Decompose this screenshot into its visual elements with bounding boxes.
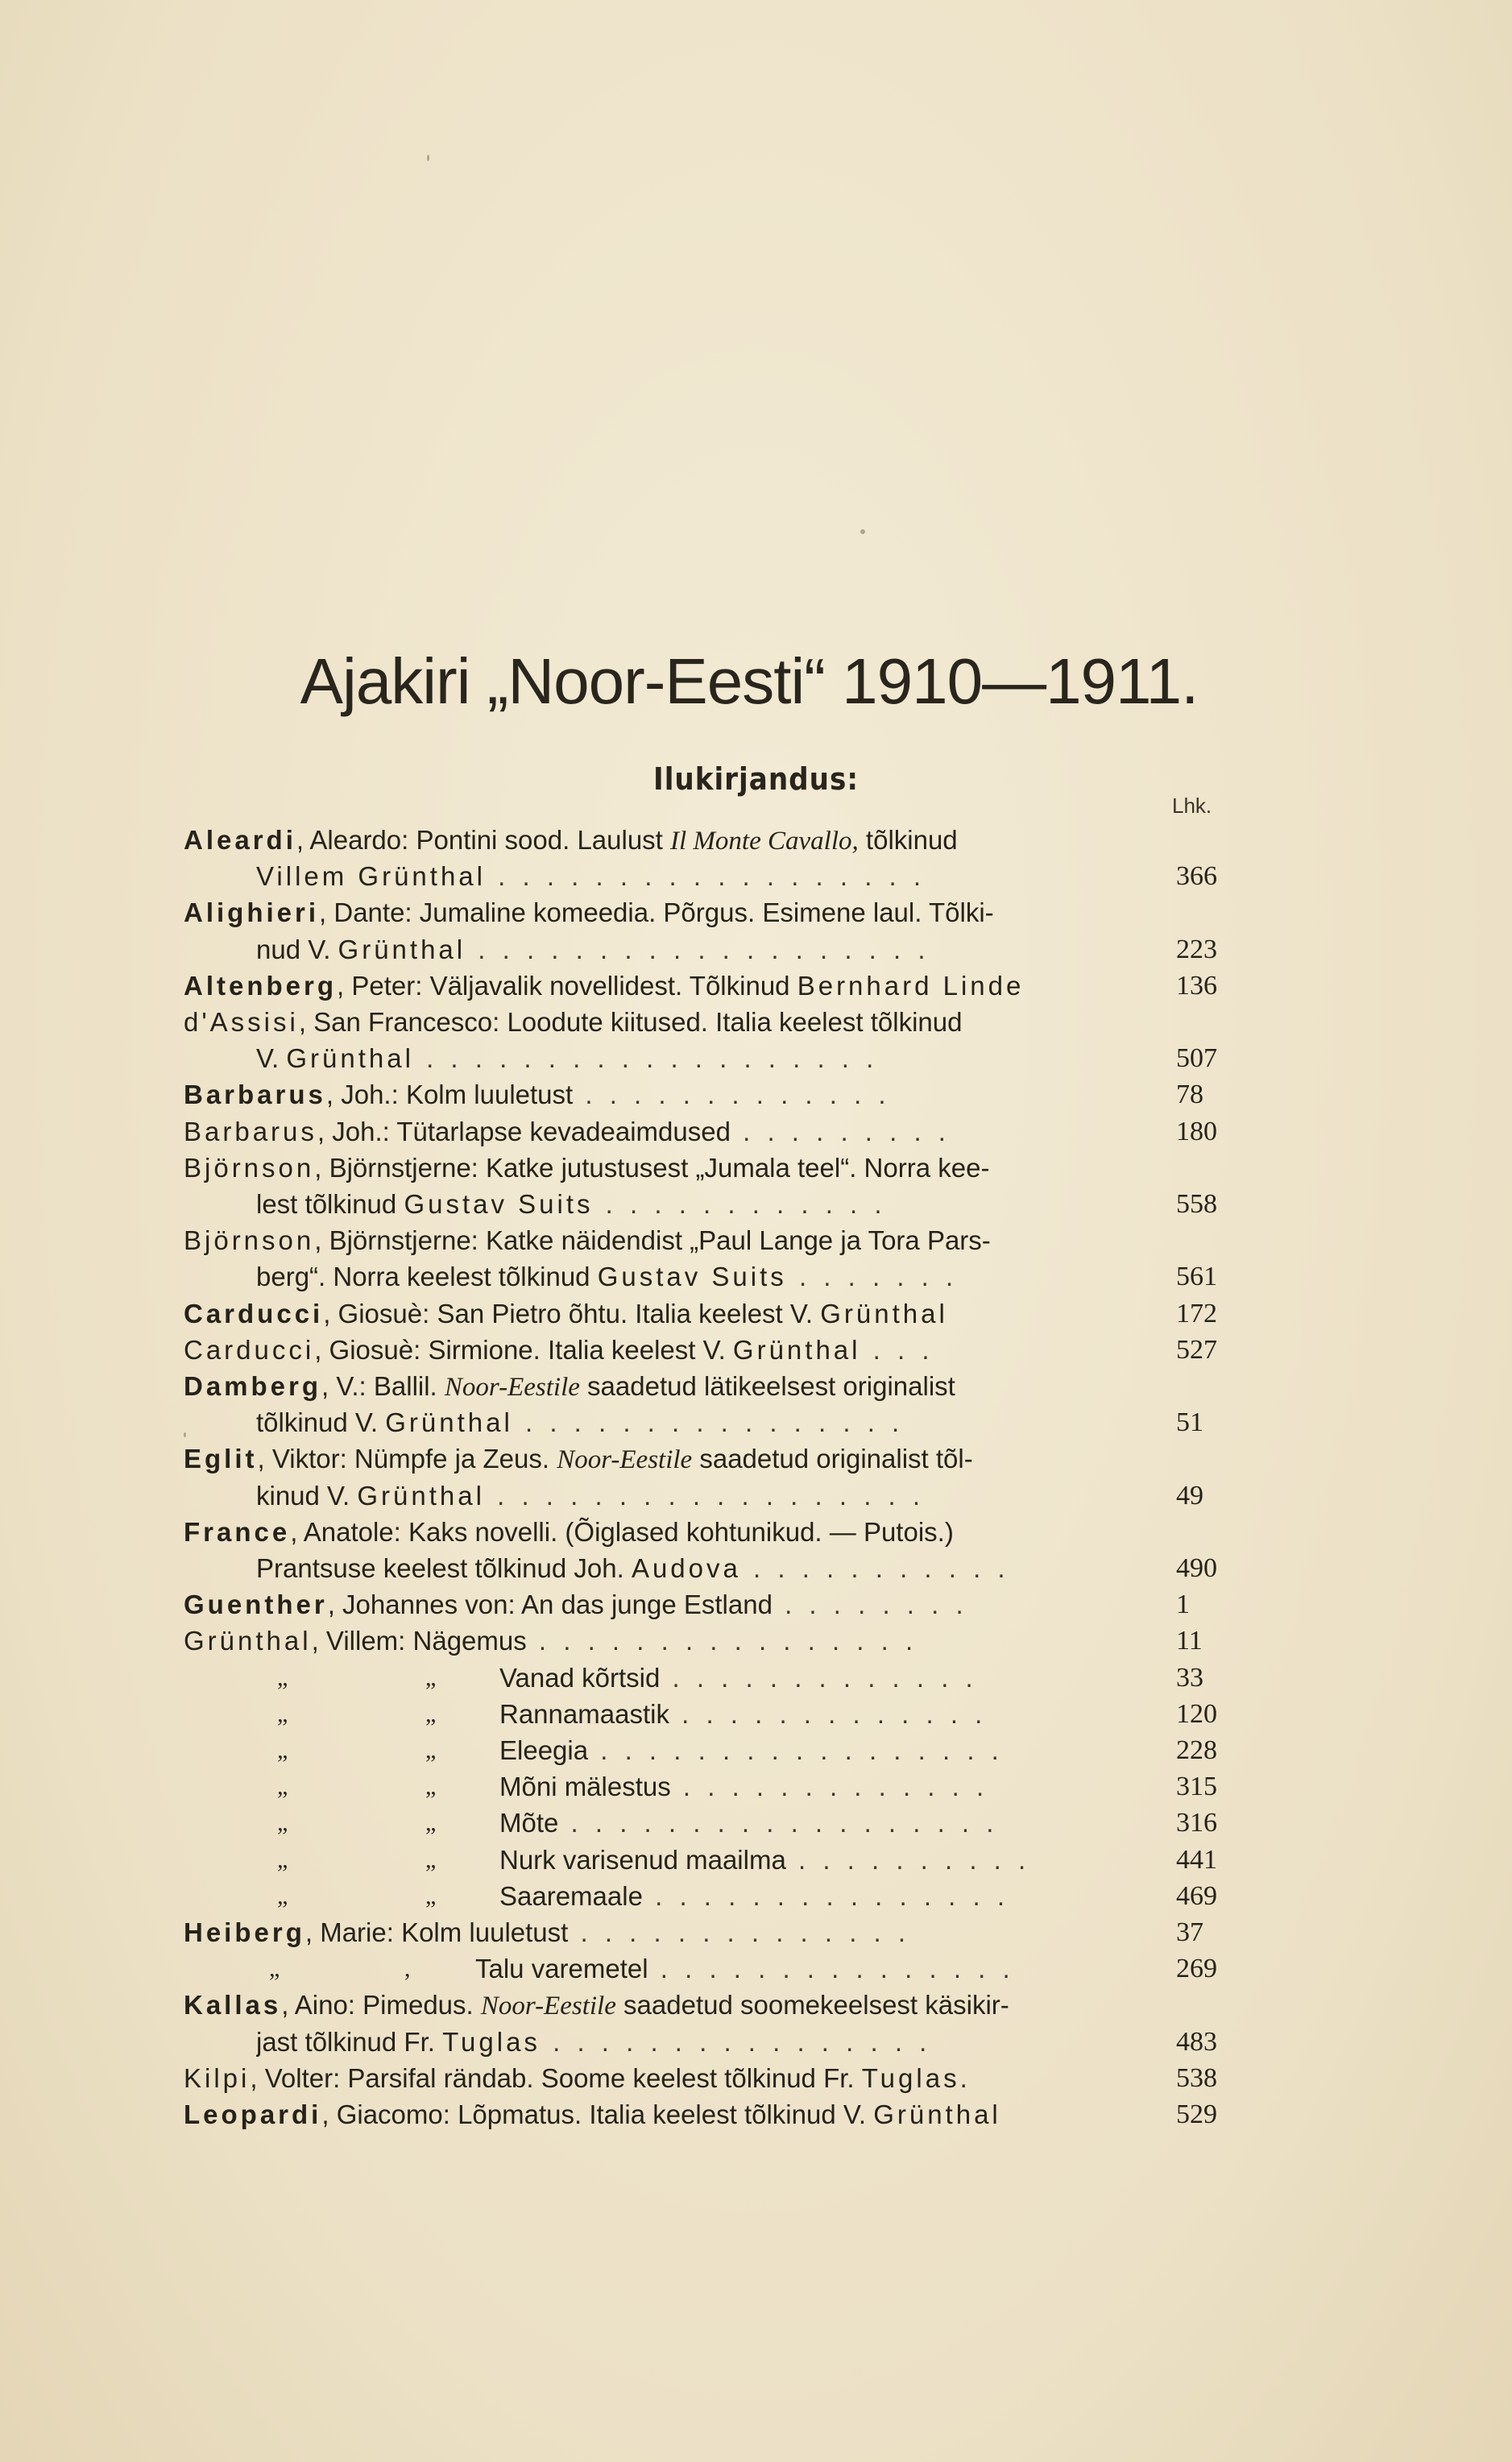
dot-leader: . . . . . . . . . . . xyxy=(740,1553,1010,1583)
author-name: Kallas xyxy=(184,1990,282,2020)
page-number: 483 xyxy=(1176,2027,1217,2057)
translator-name: Audova xyxy=(631,1553,741,1583)
entry-line xyxy=(184,968,1158,1005)
ditto-mark: „ xyxy=(425,1847,437,1873)
page-number: 1 xyxy=(1176,1590,1190,1619)
entry-text: , Dante: Jumaline komeedia. Põrgus. Esimene laul. Tõlki- xyxy=(319,897,994,927)
entry-text: Saaremaale xyxy=(499,1881,643,1911)
page-number: 507 xyxy=(1176,1043,1217,1073)
entry-text: , Viktor: Nümpfe ja Zeus. xyxy=(257,1444,557,1473)
dot-leader: . . . . . . . . . . . . . . . xyxy=(648,1954,1015,1983)
entry-line xyxy=(184,1586,1158,1623)
entry-text: , Joh.: Tütarlapse kevadeaimdused xyxy=(317,1117,731,1146)
page-number: 269 xyxy=(1176,1954,1217,1983)
page-number: 441 xyxy=(1176,1845,1217,1875)
author-name: Barbarus xyxy=(184,1117,317,1146)
entry-line xyxy=(256,1040,1158,1077)
page-title: Ajakiri „Noor-Eesti“ 1910—1911. xyxy=(300,645,1199,717)
entry-line xyxy=(184,1623,1158,1660)
ditto-mark: „ xyxy=(425,1664,437,1691)
dot-leader: . . . . . . . . . . . . xyxy=(593,1189,887,1219)
ditto-mark: „ xyxy=(277,1701,288,1727)
entry-text: , V.: Ballil. xyxy=(321,1371,445,1401)
entry-text: , Björnstjerne: Katke näidendist „Paul Lange ja Tora Pars- xyxy=(314,1225,991,1255)
entry-text: , Johannes von: An das junge Estland xyxy=(327,1590,773,1619)
page-number: 180 xyxy=(1176,1117,1217,1146)
author-name: Damberg xyxy=(184,1371,322,1401)
page-number: 11 xyxy=(1176,1626,1203,1656)
italic-title: Il Monte Cavallo, xyxy=(670,827,859,856)
paper-speck xyxy=(860,529,865,534)
section-heading: Ilukirjandus: xyxy=(652,761,860,797)
entry-line xyxy=(499,1732,1158,1769)
dot-leader: . . . . . . . . . . . . . . . . . xyxy=(588,1735,1004,1765)
dot-leader: . . . . . . . . . . . . . . . . . . xyxy=(558,1808,999,1838)
entry-text: , Villem: Nägemus xyxy=(311,1626,527,1656)
entry-text: Talu varemetel xyxy=(475,1954,648,1983)
dot-leader: . . . . . . . . . . . . . . . . . . xyxy=(486,861,926,891)
entry-text: , Aleardo: Pontini sood. Laulust xyxy=(296,825,671,855)
dot-leader: . . . . . . . . . . . . . xyxy=(670,1772,989,1801)
ditto-mark: „ xyxy=(425,1773,437,1800)
page-number: 315 xyxy=(1176,1772,1217,1801)
entry-line xyxy=(256,2024,1158,2061)
dot-leader: . . . . . . . . . . . . . . . . xyxy=(540,2027,932,2057)
page-number: 527 xyxy=(1176,1335,1217,1365)
author-name: France xyxy=(184,1517,291,1547)
author-name: Alighieri xyxy=(184,897,320,927)
entry-line xyxy=(184,1004,1158,1041)
entry-text: kinud V. xyxy=(256,1481,358,1511)
entry-text: saadetud soomekeelsest käsikir- xyxy=(615,1990,1009,2020)
translator-name: Grünthal xyxy=(820,1299,948,1328)
ditto-mark: „ xyxy=(425,1737,437,1764)
entry-line xyxy=(256,1186,1158,1223)
page-number: 136 xyxy=(1176,971,1217,1001)
translator-name: Gustav Suits xyxy=(597,1262,787,1291)
author-name: Carducci xyxy=(184,1299,324,1328)
ditto-mark: „ xyxy=(269,1955,280,1982)
paper-speck xyxy=(427,155,429,161)
entry-line xyxy=(499,1768,1158,1805)
entry-text: Vanad kõrtsid xyxy=(499,1663,661,1693)
entry-line xyxy=(184,1295,1158,1333)
page-number: 561 xyxy=(1176,1262,1217,1291)
paper-speck xyxy=(184,1432,186,1437)
page-number: 223 xyxy=(1176,935,1217,964)
entry-line xyxy=(256,1258,1158,1295)
translator-name: Grünthal xyxy=(385,1407,513,1437)
author-name: Björnson xyxy=(184,1153,315,1183)
entry-text: , Marie: Kolm luuletust xyxy=(304,1917,569,1947)
italic-title: Noor-Eestile xyxy=(480,1992,616,2021)
entry-line xyxy=(499,1696,1158,1733)
author-name: Leopardi xyxy=(184,2099,322,2129)
author-name: Heiberg xyxy=(184,1917,305,1947)
translator-name: Tuglas. xyxy=(861,2063,971,2093)
dot-leader: . . . . . . . . . . . . . . . . xyxy=(526,1626,918,1656)
translator-name: Grünthal xyxy=(873,2099,1001,2129)
entry-line xyxy=(184,822,1158,859)
page-number: 78 xyxy=(1176,1080,1203,1109)
entry-text: tõlkinud xyxy=(858,825,958,855)
dot-leader: . . . . . . . . . . . . . . . xyxy=(642,1881,1010,1911)
author-name: Grünthal xyxy=(184,1626,312,1656)
ditto-mark: „ xyxy=(277,1773,288,1800)
author-name: Eglit xyxy=(184,1444,258,1473)
author-name: Aleardi xyxy=(184,825,296,855)
entry-text: , Giacomo: Lõpmatus. Italia keelest tõlkinud V. xyxy=(321,2099,874,2129)
page-number: 120 xyxy=(1176,1699,1217,1729)
dot-leader: . . . . . . . . xyxy=(772,1590,968,1619)
page-number: 37 xyxy=(1176,1917,1203,1947)
dot-leader: . . . . . . . . . . . . . . . . xyxy=(512,1407,905,1437)
dot-leader: . . . . . . . . . . . . . xyxy=(660,1663,978,1693)
entry-text: , Giosuè: San Pietro õhtu. Italia keelest V. xyxy=(323,1299,821,1328)
author-name: Carducci xyxy=(184,1335,315,1365)
ditto-mark: „ xyxy=(425,1883,437,1909)
page-number: 490 xyxy=(1176,1553,1217,1583)
dot-leader: . . . xyxy=(860,1335,934,1365)
entry-line xyxy=(184,2060,1158,2097)
ditto-mark: „ xyxy=(277,1664,288,1691)
ditto-mark: „ xyxy=(277,1737,288,1764)
entry-text: lest tõlkinud xyxy=(256,1189,404,1219)
entry-text: , Volter: Parsifal rändab. Soome keelest tõlkinud Fr. xyxy=(250,2063,862,2093)
entry-line xyxy=(499,1660,1158,1697)
italic-title: Noor-Eestile xyxy=(557,1445,693,1474)
entry-line xyxy=(256,931,1158,968)
entry-line xyxy=(475,1950,1158,1987)
entry-text: tõlkinud V. xyxy=(256,1407,386,1437)
entry-text: , Peter: Väljavalik novellidest. Tõlkinud xyxy=(337,971,797,1001)
translator-name: Grünthal xyxy=(732,1335,861,1365)
entry-text: , San Francesco: Loodute kiitused. Italia keelest tõlkinud xyxy=(298,1007,963,1037)
entry-line xyxy=(184,1076,1158,1113)
entry-text: jast tõlkinud Fr. xyxy=(256,2027,443,2057)
ditto-mark: „ xyxy=(425,1701,437,1727)
entry-line xyxy=(184,1368,1158,1405)
entry-text: saadetud lätikeelsest originalist xyxy=(579,1371,955,1401)
entry-line xyxy=(184,2096,1158,2133)
dot-leader: . . . . . . . xyxy=(786,1262,959,1291)
ditto-mark: „ xyxy=(277,1809,288,1836)
page-number: 469 xyxy=(1176,1881,1217,1911)
ditto-mark: „ xyxy=(277,1847,288,1873)
page-column-label: Lhk. xyxy=(1172,794,1212,818)
entry-text: nud V. xyxy=(256,935,338,964)
ditto-mark: „ xyxy=(425,1809,437,1836)
entry-line xyxy=(256,1404,1158,1441)
ditto-mark: „ xyxy=(277,1883,288,1909)
entry-text: Nurk varisenud maailma xyxy=(499,1845,786,1875)
author-name: Barbarus xyxy=(184,1080,326,1109)
entry-text: Mõte xyxy=(499,1808,559,1838)
page-number: 49 xyxy=(1176,1481,1203,1511)
entry-line xyxy=(256,1550,1158,1587)
page-number: 538 xyxy=(1176,2063,1217,2093)
entry-text: , Joh.: Kolm luuletust xyxy=(325,1080,574,1109)
entry-line xyxy=(184,1914,1158,1951)
page-number: 51 xyxy=(1176,1407,1203,1437)
entry-text: Prantsuse keelest tõlkinud Joh. xyxy=(256,1553,632,1583)
italic-title: Noor-Eestile xyxy=(444,1373,580,1402)
author-name: d'Assisi xyxy=(184,1007,299,1037)
page-number: 366 xyxy=(1176,861,1217,891)
entry-line xyxy=(499,1842,1158,1879)
page-number: 316 xyxy=(1176,1808,1217,1838)
entry-text: , Björnstjerne: Katke jutustusest „Jumala teel“. Norra kee- xyxy=(314,1153,990,1183)
page-number: 529 xyxy=(1176,2099,1217,2129)
translator-name: Grünthal xyxy=(338,935,466,964)
entry-line xyxy=(184,1332,1158,1369)
entry-line xyxy=(256,1478,1158,1515)
translator-name: Villem Grünthal xyxy=(256,861,486,891)
dot-leader: . . . . . . . . . . . . . xyxy=(669,1699,988,1729)
entry-text: berg“. Norra keelest tõlkinud xyxy=(256,1262,598,1291)
entry-text: , Aino: Pimedus. xyxy=(281,1990,481,2020)
dot-leader: . . . . . . . . . . . . . . xyxy=(568,1917,911,1947)
page-number: 33 xyxy=(1176,1663,1203,1693)
entry-text: saadetud originalist tõl- xyxy=(692,1444,973,1473)
entry-line xyxy=(184,1150,1158,1187)
dot-leader: . . . . . . . . . . . . . . . . . . . xyxy=(466,935,930,964)
entry-text: Eleegia xyxy=(499,1735,589,1765)
author-name: Björnson xyxy=(184,1225,315,1255)
author-name: Altenberg xyxy=(184,971,338,1001)
entry-line xyxy=(184,894,1158,931)
entry-line xyxy=(184,1987,1158,2024)
dot-leader: . . . . . . . . . . . . . . . . . . xyxy=(484,1481,926,1511)
translator-name: Grünthal xyxy=(357,1481,485,1511)
dot-leader: . . . . . . . . . xyxy=(730,1117,951,1146)
dot-leader: . . . . . . . . . . . . . . . . . . . xyxy=(413,1043,879,1073)
translator-name: Bernhard Linde xyxy=(797,971,1025,1001)
entry-line xyxy=(499,1878,1158,1915)
entry-text: , Giosuè: Sirmione. Italia keelest V. xyxy=(314,1335,733,1365)
dot-leader: . . . . . . . . . . xyxy=(785,1845,1031,1875)
entry-line xyxy=(184,1440,1158,1478)
author-name: Kilpi xyxy=(184,2063,251,2093)
entry-text: Mõni mälestus xyxy=(499,1772,671,1801)
entry-line xyxy=(184,1514,1158,1551)
ditto-mark: , xyxy=(404,1955,411,1982)
page-number: 172 xyxy=(1176,1299,1217,1328)
entry-text: , Anatole: Kaks novelli. (Õiglased kohtunikud. — Putois.) xyxy=(290,1517,954,1547)
entry-text: V. xyxy=(256,1043,287,1073)
author-name: Guenther xyxy=(184,1590,328,1619)
entry-line xyxy=(499,1805,1158,1842)
entry-line xyxy=(256,858,1158,895)
translator-name: Tuglas xyxy=(442,2027,541,2057)
dot-leader: . . . . . . . . . . . . . xyxy=(573,1080,891,1109)
page-number: 228 xyxy=(1176,1735,1217,1765)
entry-line xyxy=(184,1113,1158,1150)
translator-name: Gustav Suits xyxy=(404,1189,594,1219)
entry-text: Rannamaastik xyxy=(499,1699,669,1729)
entry-line xyxy=(184,1222,1158,1259)
page-number: 558 xyxy=(1176,1189,1217,1219)
translator-name: Grünthal xyxy=(286,1043,414,1073)
